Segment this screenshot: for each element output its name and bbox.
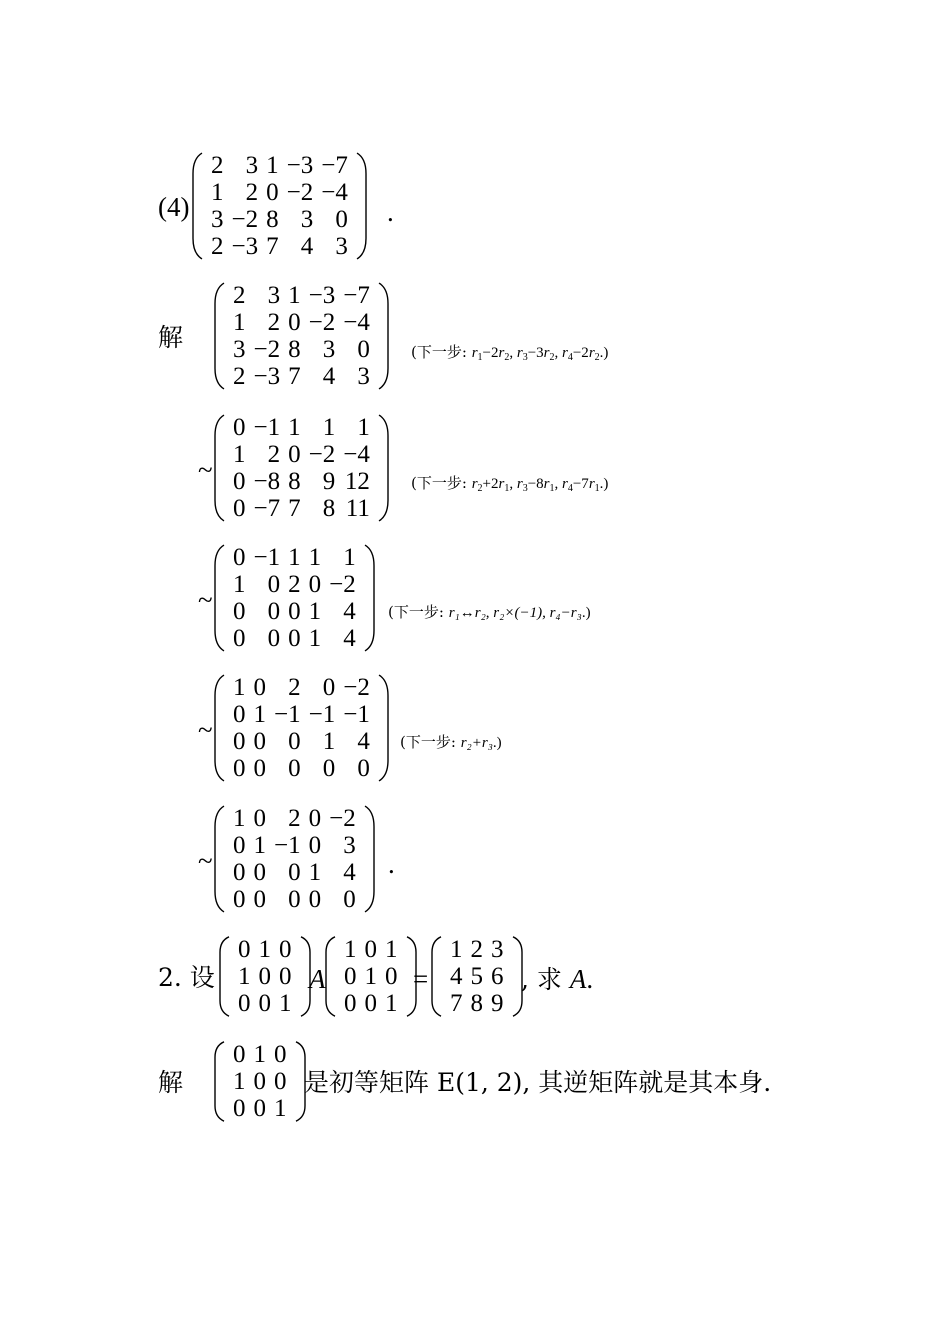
period: .	[387, 197, 394, 227]
matrix-cell: 1	[233, 1068, 246, 1095]
matrix-cell: 0	[308, 805, 322, 832]
matrix-cell: 0	[288, 309, 301, 336]
matrix-cell: 8	[288, 336, 301, 363]
matrix-cell: 0	[343, 886, 356, 913]
matrix-cell: 1	[279, 990, 292, 1017]
matrix-cell: 0	[322, 674, 336, 701]
matrix-cell: 3	[335, 233, 348, 260]
matrix-cell: −2	[343, 674, 370, 701]
matrix-cell: −2	[329, 805, 356, 832]
matrix	[214, 1041, 306, 1122]
equivalence-tilde: ~	[198, 715, 213, 745]
matrix-cell: 0	[233, 1041, 246, 1068]
matrix-cell: 1	[211, 179, 224, 206]
left-paren	[431, 936, 444, 1017]
matrix-cell: −1	[274, 701, 301, 728]
matrix-cell: 0	[308, 571, 322, 598]
matrix-cell: 0	[344, 963, 357, 990]
matrix-cell: −3	[231, 233, 259, 260]
matrix-cell: 6	[491, 963, 504, 990]
matrix-cell: 4	[343, 859, 356, 886]
matrix-cell: 3	[233, 336, 246, 363]
matrix-cell: −4	[343, 309, 370, 336]
matrix-cell: 1	[288, 282, 301, 309]
matrix-cell: −3	[286, 152, 314, 179]
matrix-cell: 1	[253, 1041, 266, 1068]
matrix-cell: 1	[233, 441, 246, 468]
matrix-cell: 0	[253, 805, 266, 832]
step-note: (下一步: r₁↔r₂, r₂×(−1), r₄−r₃.)	[388, 603, 591, 621]
matrix-cell: 1	[450, 936, 463, 963]
matrix-cell: 0	[274, 1041, 287, 1068]
matrix-cell: 9	[491, 990, 504, 1017]
problem-label: 2. 设	[158, 963, 215, 992]
step-note: (下一步: r₂+r₃.)	[400, 733, 502, 751]
matrix-cell: −1	[253, 544, 281, 571]
matrix-cell: 0	[364, 936, 377, 963]
matrix-cell: 1	[308, 859, 322, 886]
matrix-cell: 0	[335, 206, 348, 233]
matrix-cell: 0	[233, 598, 246, 625]
matrix-cell: −3	[253, 363, 281, 390]
matrix-cell: 8	[470, 990, 483, 1017]
matrix-cell: 2	[211, 152, 224, 179]
matrix-cell: 2	[267, 309, 281, 336]
matrix-cell: −2	[329, 571, 356, 598]
matrix-cell: 1	[266, 152, 279, 179]
matrix-cell: 8	[266, 206, 279, 233]
matrix-cell: 8	[322, 495, 336, 522]
matrix-cell: 1	[253, 701, 266, 728]
step-note: (下一步: $r_2+2r_1$, $r_3-8r_1$, $r_4-7r_1$.)	[411, 474, 609, 494]
matrix-cell: 1	[274, 1095, 287, 1122]
left-paren	[214, 414, 227, 522]
matrix-cell: 0	[233, 886, 246, 913]
left-paren	[214, 805, 227, 913]
matrix-cell: 1	[233, 571, 246, 598]
matrix-cell: 9	[322, 468, 336, 495]
matrix-cell: 2	[267, 441, 281, 468]
matrix-cell: 2	[470, 936, 483, 963]
matrix-cell: 7	[450, 990, 463, 1017]
matrix-cell: 0	[385, 963, 398, 990]
matrix-cell: 1	[258, 936, 271, 963]
matrix-cell: 0	[267, 625, 281, 652]
matrix-cell: 2	[245, 179, 259, 206]
matrix-cell: 0	[233, 414, 246, 441]
matrix-cell: 2	[288, 805, 301, 832]
matrix-cell: −2	[308, 441, 336, 468]
matrix-cell: 0	[253, 886, 266, 913]
matrix-cell: 0	[274, 1068, 287, 1095]
matrix-cell: 0	[233, 832, 246, 859]
matrix-cell: 0	[288, 886, 301, 913]
matrix-cell: 0	[233, 625, 246, 652]
step-note: (下一步: $r_1-2r_2$, $r_3-3r_2$, $r_4-2r_2$.)	[411, 343, 609, 363]
matrix-cell: 3	[322, 336, 336, 363]
matrix-cell: 5	[470, 963, 483, 990]
matrix-cell: 2	[233, 363, 246, 390]
question-tail: , 求 A.	[521, 964, 594, 994]
matrix-cell: 1	[253, 832, 266, 859]
matrix	[214, 674, 389, 782]
matrix-cell: −3	[308, 282, 336, 309]
row-operation: $r_4-7r_1$	[562, 476, 600, 494]
matrix-cell: 4	[322, 363, 336, 390]
left-paren	[214, 282, 227, 390]
matrix-cell: 0	[364, 990, 377, 1017]
matrix-cell: −7	[321, 152, 348, 179]
matrix-a: A	[309, 964, 326, 994]
matrix-cell: 1	[238, 963, 251, 990]
matrix-cell: 0	[288, 859, 301, 886]
matrix-cell: 0	[267, 571, 281, 598]
right-paren	[376, 414, 389, 522]
solution-label: 解	[158, 323, 184, 352]
problem-label: (4)	[158, 192, 190, 222]
left-paren	[219, 936, 232, 1017]
matrix-cell: 0	[233, 1095, 246, 1122]
matrix-cell: 0	[288, 625, 301, 652]
matrix-cell: 3	[357, 363, 370, 390]
matrix-cell: 4	[343, 598, 356, 625]
right-paren	[376, 282, 389, 390]
matrix-cell: 7	[266, 233, 279, 260]
matrix-cell: −1	[343, 701, 370, 728]
matrix-cell: 0	[233, 701, 246, 728]
matrix-cell: 1	[364, 963, 377, 990]
matrix-cell: 0	[233, 495, 246, 522]
matrix	[325, 936, 417, 1017]
matrix-cell: 11	[345, 495, 370, 522]
matrix-cell: 1	[385, 990, 398, 1017]
matrix-cell: 3	[267, 282, 281, 309]
matrix-cell: 0	[238, 990, 251, 1017]
row-operation: $r_3-8r_1$,	[516, 476, 562, 494]
matrix-cell: −4	[343, 441, 370, 468]
matrix-cell: 8	[288, 468, 301, 495]
row-operation: $r_4-2r_2$	[562, 345, 600, 363]
right-paren	[354, 152, 367, 260]
matrix-cell: 0	[253, 859, 266, 886]
matrix	[192, 152, 367, 260]
matrix-cell: −1	[253, 414, 281, 441]
matrix-cell: 0	[279, 936, 292, 963]
matrix-cell: 0	[233, 728, 246, 755]
matrix-cell: 3	[300, 206, 314, 233]
matrix-cell: 0	[308, 832, 322, 859]
matrix-cell: 0	[233, 859, 246, 886]
row-operation: $r_3-3r_2$,	[516, 345, 562, 363]
matrix-cell: 4	[357, 728, 370, 755]
left-paren	[214, 544, 227, 652]
matrix-cell: 1	[344, 936, 357, 963]
matrix	[431, 936, 523, 1017]
matrix	[219, 936, 311, 1017]
matrix-cell: 0	[357, 755, 370, 782]
left-paren	[192, 152, 205, 260]
matrix	[214, 805, 375, 913]
equivalence-tilde: ~	[198, 846, 213, 876]
matrix	[214, 282, 389, 390]
equivalence-tilde: ~	[198, 585, 213, 615]
matrix-cell: 2	[288, 571, 301, 598]
matrix-cell: 0	[279, 963, 292, 990]
matrix-cell: 4	[300, 233, 314, 260]
matrix-cell: 2	[211, 233, 224, 260]
matrix-cell: 0	[267, 598, 281, 625]
matrix-cell: 0	[288, 728, 301, 755]
matrix-cell: 12	[344, 468, 370, 495]
matrix-cell: −7	[343, 282, 370, 309]
matrix-cell: 1	[233, 674, 246, 701]
matrix-cell: −2	[308, 309, 336, 336]
matrix-cell: −4	[321, 179, 348, 206]
matrix-cell: −1	[308, 701, 336, 728]
matrix-cell: 3	[245, 152, 259, 179]
equivalence-tilde: ~	[198, 455, 213, 485]
matrix-cell: 0	[233, 544, 246, 571]
matrix-cell: 1	[288, 544, 301, 571]
matrix-cell: 3	[491, 936, 504, 963]
matrix-cell: 0	[258, 990, 271, 1017]
solution-label: 解	[158, 1068, 184, 1097]
right-paren	[362, 544, 375, 652]
matrix-cell: 3	[211, 206, 224, 233]
matrix-cell: 0	[308, 886, 322, 913]
equals-sign: =	[413, 964, 429, 994]
matrix-cell: 1	[308, 598, 322, 625]
matrix-cell: 1	[233, 309, 246, 336]
matrix-cell: 1	[322, 728, 336, 755]
matrix-cell: 0	[233, 755, 246, 782]
matrix	[214, 414, 389, 522]
matrix-cell: 0	[288, 598, 301, 625]
matrix-cell: −8	[253, 468, 281, 495]
matrix-cell: 7	[288, 363, 301, 390]
matrix-cell: 0	[233, 468, 246, 495]
matrix-cell: 2	[233, 282, 246, 309]
matrix-cell: 1	[308, 544, 322, 571]
matrix-cell: 4	[343, 625, 356, 652]
matrix-cell: 4	[450, 963, 463, 990]
matrix-cell: −2	[231, 206, 259, 233]
matrix-cell: 1	[233, 805, 246, 832]
matrix-cell: 0	[288, 441, 301, 468]
matrix-cell: 1	[288, 414, 301, 441]
matrix-cell: 1	[308, 625, 322, 652]
matrix-cell: 0	[357, 336, 370, 363]
right-paren	[362, 805, 375, 913]
matrix	[214, 544, 375, 652]
matrix-cell: 1	[357, 414, 370, 441]
matrix-cell: −7	[253, 495, 281, 522]
matrix-cell: 1	[343, 544, 356, 571]
matrix-cell: 0	[253, 674, 266, 701]
matrix-cell: 0	[266, 179, 279, 206]
matrix-cell: 0	[344, 990, 357, 1017]
left-paren	[214, 1041, 227, 1122]
matrix-cell: 0	[258, 963, 271, 990]
matrix-cell: −2	[286, 179, 314, 206]
left-paren	[214, 674, 227, 782]
matrix-cell: 0	[238, 936, 251, 963]
left-paren	[325, 936, 338, 1017]
matrix-cell: 0	[322, 755, 336, 782]
matrix-cell: 0	[253, 1095, 266, 1122]
matrix-cell: −2	[253, 336, 281, 363]
matrix-cell: 0	[288, 755, 301, 782]
matrix-cell: 1	[322, 414, 336, 441]
row-operation: $r_1-2r_2$,	[471, 345, 517, 363]
matrix-cell: 2	[288, 674, 301, 701]
matrix-cell: 1	[385, 936, 398, 963]
period: .	[388, 849, 395, 879]
matrix-cell: 7	[288, 495, 301, 522]
matrix-cell: 0	[253, 1068, 266, 1095]
matrix-cell: 0	[253, 755, 266, 782]
matrix-cell: 3	[343, 832, 356, 859]
right-paren	[376, 674, 389, 782]
row-operation: $r_2+2r_1$,	[471, 476, 517, 494]
matrix-cell: 0	[253, 728, 266, 755]
solution-text: 是初等矩阵 E(1, 2), 其逆矩阵就是其本身.	[304, 1068, 772, 1097]
matrix-cell: −1	[274, 832, 301, 859]
